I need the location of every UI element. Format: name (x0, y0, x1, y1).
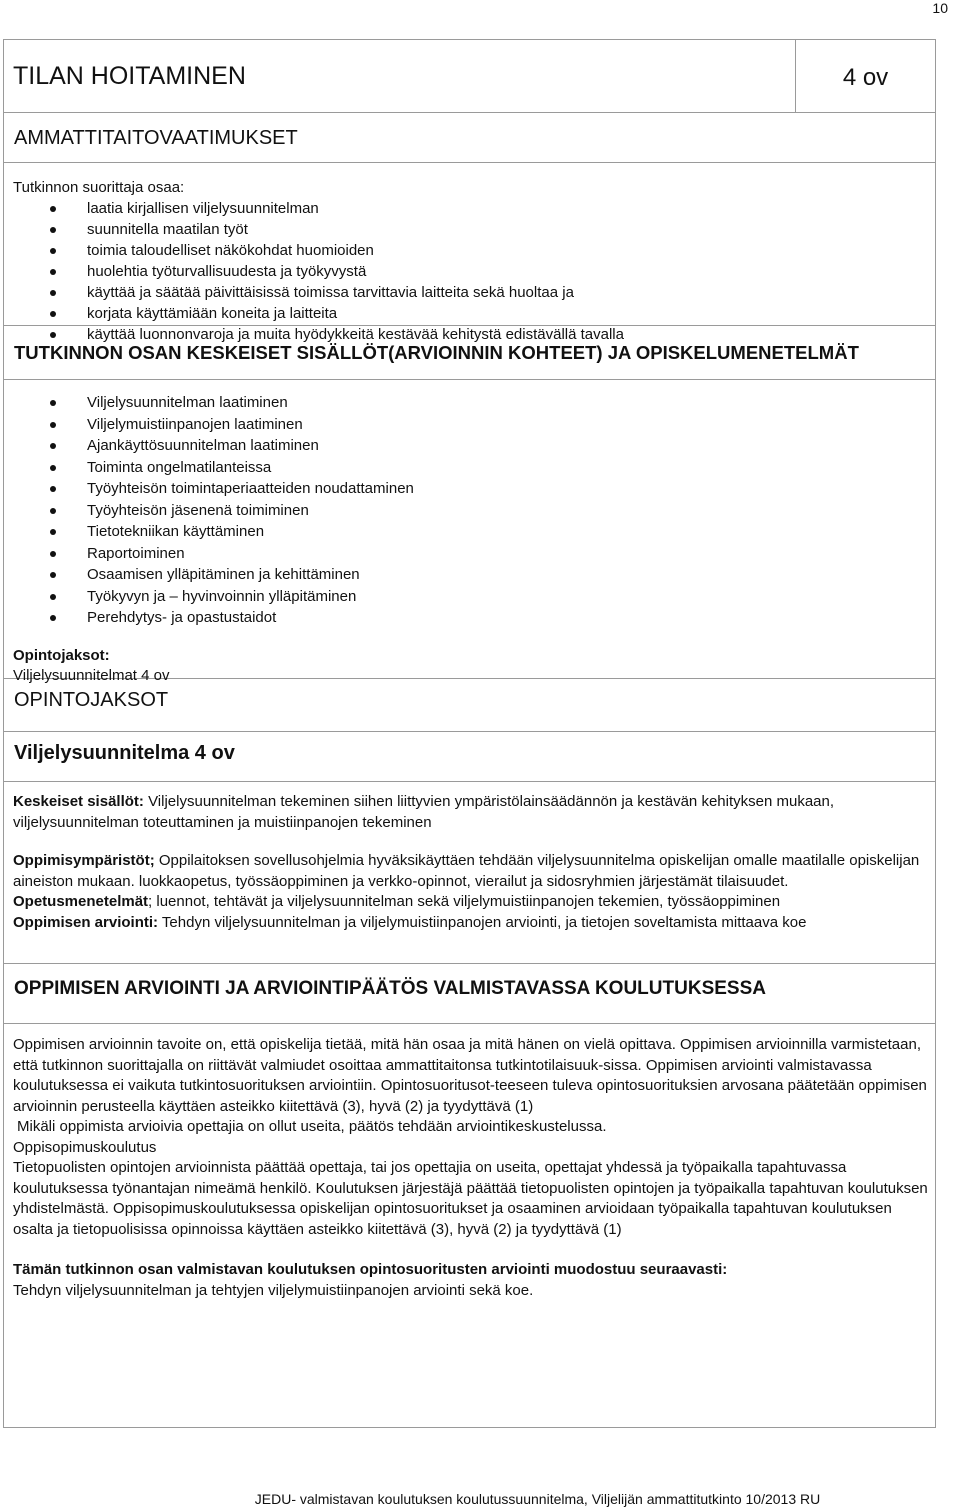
page-footer: JEDU- valmistavan koulutuksen koulutussuunnitelma, Viljelijän ammattitutkinto 10/2013 RU (254, 1491, 821, 1507)
ammattitaito-intro: Tutkinnon suorittaja osaa: (13, 179, 185, 196)
list-item: suunnitella maatilan työt (13, 219, 935, 240)
list-item: Toiminta ongelmatilanteissa (13, 457, 935, 479)
list-item: Työyhteisön toimintaperiaatteiden noudattaminen (13, 478, 935, 500)
list-item: Viljelysuunnitelman laatiminen (13, 392, 935, 414)
list-item: Tietotekniikan käyttäminen (13, 521, 935, 543)
list-item: Osaamisen ylläpitäminen ja kehittäminen (13, 564, 935, 586)
arviointi-heading: OPPIMISEN ARVIOINTI JA ARVIOINTIPÄÄTÖS VALMISTAVASSA KOULUTUKSESSA (4, 964, 935, 1024)
arviointi-paragraph (13, 913, 935, 934)
list-item: korjata käyttämiään koneita ja laitteita (13, 303, 935, 324)
keskeiset-label: Keskeiset sisällöt: (13, 793, 144, 810)
ymparistot-text: Oppilaitoksen sovellusohjelmia hyväksikäyttäen tehdään viljelysuunnitelma opiskelijan omalle maatilalle opiskelijan aineiston mukaan. luokkaopetus, työssäoppiminen ja verkko-opinnot, vierailut ja sidosryhmien järjestämät tilaisuudet. (13, 852, 920, 890)
ammattitaito-section (4, 163, 935, 343)
keskeiset-text: Viljelysuunnitelman tekeminen siihen liittyvien ympäristölainsäädännön ja kestävän kehityksen mukaan, viljelysuunnitelman toteuttaminen ja muistiinpanojen tekeminen (13, 793, 835, 831)
menetelmat-paragraph (13, 892, 935, 913)
arviointi-para1: Oppimisen arvioinnin tavoite on, että opiskelija tietää, mitä hän osaa ja mitä hänen on vielä opittava. Oppimisen arvioinnilla varmistetaan, että tutkinnon suorittajalla on riittävät valmiudet osoittaa ammattitaitonsa tutkintotilaisuuk-sissa. Oppimisen arviointi valmistavassa koulutuksessa ei vaikuta tutkintosuorituksen arviointiin. Opintosuoritusot-teeseen tuleva opintosuorituksien arvosana päätetään oppimisen arvioinnin perusteella käyttäen asteikko kiitettävä (3), hyvä (2) ja tyydyttävä (1) (13, 1036, 927, 1115)
arviointi-final-bold: Tämän tutkinnon osan valmistavan koulutuksen opintosuoritusten arviointi muodostuu seuraavasti: (13, 1261, 728, 1278)
arviointi-para2: Mikäli oppimista arvioivia opettajia on ollut useita, päätös tehdään arviointikeskustelussa. (17, 1118, 607, 1135)
page-title: TILAN HOITAMINEN (4, 40, 796, 112)
opintojaksot-label: Opintojaksot: (13, 646, 110, 664)
list-item: toimia taloudelliset näkökohdat huomioiden (13, 240, 935, 261)
opintojakso-subheading: Viljelysuunnitelma 4 ov (4, 732, 935, 782)
list-item: laatia kirjallisen viljelysuunnitelman (13, 198, 935, 219)
document-frame (3, 39, 936, 1428)
list-item: Ajankäyttösuunnitelman laatiminen (13, 435, 935, 457)
list-item: Työkyvyn ja – hyvinvoinnin ylläpitäminen (13, 586, 935, 608)
list-item: Raportoiminen (13, 543, 935, 565)
menetelmat-label: Opetusmenetelmät (13, 893, 149, 910)
opintojaksot-heading: OPINTOJAKSOT (4, 679, 935, 732)
list-item: käyttää luonnonvaroja ja muita hyödykkeitä kestävää kehitystä edistävällä tavalla (13, 324, 935, 345)
keskeiset-paragraph (13, 792, 935, 833)
sisallot-list (13, 392, 935, 629)
arviointi-para4: Tietopuolisten opintojen arvioinnista päättää opettaja, tai jos opettajia on useita, opettajat yhdessä ja työpaikalla tapahtuvassa koulutuksessa työnantajan nimeämä henkilö. Koulutuksen järjestäjä päättää tietopuolisten opintojen ja työpaikalla tapahtuvan koulutuksen yhdistelmästä. Oppisopimuskoulutuksessa opiskelijan opintosuoritukset ja osaaminen arvioidaan työpaikalla tapahtuvan koulutuksen osalta ja tietopuolisissa opinnoissa käyttäen asteikko kiitettävä (3), hyvä (2) ja tyydyttävä (1) (13, 1159, 928, 1238)
ammattitaito-list (13, 198, 935, 345)
sisallot-section (4, 380, 935, 684)
list-item: huolehtia työturvallisuudesta ja työkyvystä (13, 261, 935, 282)
arviointi-text: Tehdyn viljelysuunnitelman ja viljelymuistiinpanojen arviointi, ja tietojen soveltamista mittaava koe (158, 913, 807, 931)
opintojaksot-value: Viljelysuunnitelmat 4 ov (13, 666, 170, 684)
ammattitaito-heading: AMMATTITAITOVAATIMUKSET (4, 113, 935, 163)
menetelmat-text: ; luennot, tehtävät ja viljelysuunnitelman sekä viljelymuistiinpanojen tekemien, työssäoppiminen (148, 893, 781, 910)
arviointi-section (4, 1024, 935, 1301)
credits-cell: 4 ov (842, 64, 889, 91)
opintojakso-section (4, 782, 935, 964)
page-number: 10 (932, 0, 948, 16)
arviointi-final-text: Tehdyn viljelysuunnitelman ja tehtyjen viljelymuistiinpanojen arviointi sekä koe. (13, 1281, 534, 1299)
arviointi-label: Oppimisen arviointi: (13, 913, 159, 931)
ymparistot-label: Oppimisympäristöt; (13, 852, 155, 869)
list-item: käyttää ja säätää päivittäisissä toimissa tarvittavia laitteita sekä huoltaa ja (13, 282, 935, 303)
list-item: Työyhteisön jäsenenä toimiminen (13, 500, 935, 522)
list-item: Perehdytys- ja opastustaidot (13, 607, 935, 629)
sisallot-heading: TUTKINNON OSAN KESKEISET SISÄLLÖT(ARVIOINNIN KOHTEET) JA OPISKELUMENETELMÄT (4, 326, 935, 380)
ymparistot-paragraph (13, 851, 935, 892)
arviointi-para3: Oppisopimuskoulutus (13, 1138, 157, 1156)
list-item: Viljelymuistiinpanojen laatiminen (13, 414, 935, 436)
title-row (4, 40, 935, 113)
